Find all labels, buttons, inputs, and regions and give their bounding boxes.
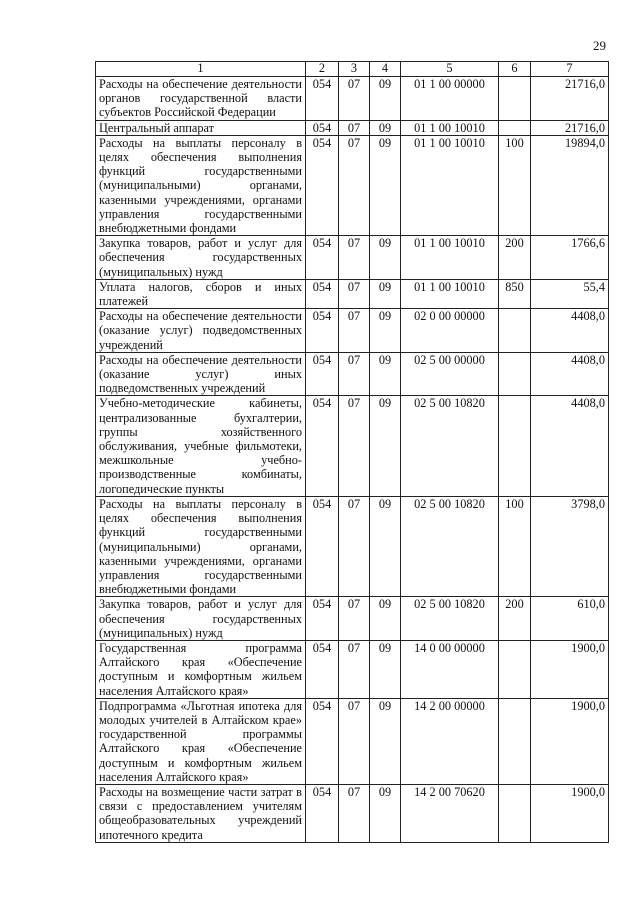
expense-type-cell	[499, 77, 531, 121]
admin-code-cell: 054	[306, 279, 339, 308]
row-name-cell: Государственная программа Алтайского края «Обеспечение доступным и комфортным жильем населения Алтайского края»	[96, 640, 306, 698]
target-article-cell: 14 2 00 70620	[401, 784, 499, 842]
row-name-cell: Уплата налогов, сборов и иных платежей	[96, 279, 306, 308]
row-name-cell: Расходы на выплаты персоналу в целях обеспечения выполнения функций государственными (муниципальными) органами, казенными учреждениями, органами управления государственными внебюджетными фондами	[96, 135, 306, 235]
column-header: 3	[339, 62, 370, 77]
section-cell: 07	[339, 77, 370, 121]
subsection-cell: 09	[370, 698, 401, 784]
table-row	[96, 279, 609, 308]
column-header: 5	[401, 62, 499, 77]
expense-type-cell: 850	[499, 279, 531, 308]
expense-type-cell: 100	[499, 496, 531, 596]
row-name-cell: Расходы на обеспечение деятельности органов государственной власти субъектов Российской Федерации	[96, 77, 306, 121]
section-cell: 07	[339, 396, 370, 496]
table-row	[96, 496, 609, 596]
subsection-cell: 09	[370, 784, 401, 842]
target-article-cell: 02 0 00 00000	[401, 309, 499, 353]
budget-table	[95, 61, 609, 843]
column-header: 2	[306, 62, 339, 77]
admin-code-cell: 054	[306, 597, 339, 641]
row-name-cell: Расходы на обеспечение деятельности (оказание услуг) иных подведомственных учреждений	[96, 352, 306, 396]
table-row	[96, 597, 609, 641]
column-header: 1	[96, 62, 306, 77]
amount-cell: 21716,0	[531, 120, 609, 135]
admin-code-cell: 054	[306, 784, 339, 842]
admin-code-cell: 054	[306, 352, 339, 396]
subsection-cell: 09	[370, 352, 401, 396]
subsection-cell: 09	[370, 236, 401, 280]
table-header-row	[96, 62, 609, 77]
expense-type-cell: 200	[499, 597, 531, 641]
expense-type-cell: 200	[499, 236, 531, 280]
table-row	[96, 77, 609, 121]
admin-code-cell: 054	[306, 236, 339, 280]
expense-type-cell	[499, 640, 531, 698]
table-row	[96, 309, 609, 353]
subsection-cell: 09	[370, 396, 401, 496]
amount-cell: 610,0	[531, 597, 609, 641]
column-header: 4	[370, 62, 401, 77]
section-cell: 07	[339, 236, 370, 280]
table-row	[96, 352, 609, 396]
admin-code-cell: 054	[306, 135, 339, 235]
section-cell: 07	[339, 496, 370, 596]
table-row	[96, 120, 609, 135]
amount-cell: 3798,0	[531, 496, 609, 596]
table-row	[96, 236, 609, 280]
admin-code-cell: 054	[306, 698, 339, 784]
subsection-cell: 09	[370, 640, 401, 698]
section-cell: 07	[339, 597, 370, 641]
row-name-cell: Расходы на возмещение части затрат в связи с предоставлением учителям общеобразовательных учреждений ипотечного кредита	[96, 784, 306, 842]
section-cell: 07	[339, 698, 370, 784]
table-row	[96, 396, 609, 496]
amount-cell: 19894,0	[531, 135, 609, 235]
target-article-cell: 01 1 00 10010	[401, 236, 499, 280]
amount-cell: 1900,0	[531, 640, 609, 698]
section-cell: 07	[339, 784, 370, 842]
admin-code-cell: 054	[306, 396, 339, 496]
amount-cell: 4408,0	[531, 309, 609, 353]
amount-cell: 55,4	[531, 279, 609, 308]
column-header: 7	[531, 62, 609, 77]
expense-type-cell	[499, 120, 531, 135]
subsection-cell: 09	[370, 496, 401, 596]
row-name-cell: Учебно-методические кабинеты, централизованные бухгалтерии, группы хозяйственного обслуживания, учебные фильмотеки, межшкольные учебно-производственные комбинаты, логопедические пункты	[96, 396, 306, 496]
subsection-cell: 09	[370, 597, 401, 641]
section-cell: 07	[339, 279, 370, 308]
target-article-cell: 02 5 00 00000	[401, 352, 499, 396]
table-row	[96, 784, 609, 842]
expense-type-cell	[499, 698, 531, 784]
row-name-cell: Расходы на выплаты персоналу в целях обеспечения выполнения функций государственными (муниципальными) органами, казенными учреждениями, органами управления государственными внебюджетными фондами	[96, 496, 306, 596]
target-article-cell: 02 5 00 10820	[401, 496, 499, 596]
amount-cell: 1900,0	[531, 698, 609, 784]
admin-code-cell: 054	[306, 309, 339, 353]
column-header: 6	[499, 62, 531, 77]
row-name-cell: Подпрограмма «Льготная ипотека для молодых учителей в Алтайском крае» государственной программы Алтайского края «Обеспечение доступным и комфортным жильем населения Алтайского края»	[96, 698, 306, 784]
amount-cell: 4408,0	[531, 396, 609, 496]
amount-cell: 1766,6	[531, 236, 609, 280]
subsection-cell: 09	[370, 135, 401, 235]
expense-type-cell: 100	[499, 135, 531, 235]
admin-code-cell: 054	[306, 640, 339, 698]
target-article-cell: 01 1 00 00000	[401, 77, 499, 121]
table-row	[96, 640, 609, 698]
subsection-cell: 09	[370, 77, 401, 121]
expense-type-cell	[499, 352, 531, 396]
amount-cell: 4408,0	[531, 352, 609, 396]
target-article-cell: 14 2 00 00000	[401, 698, 499, 784]
row-name-cell: Центральный аппарат	[96, 120, 306, 135]
row-name-cell: Закупка товаров, работ и услуг для обеспечения государственных (муниципальных) нужд	[96, 597, 306, 641]
table-row	[96, 135, 609, 235]
target-article-cell: 01 1 00 10010	[401, 120, 499, 135]
admin-code-cell: 054	[306, 120, 339, 135]
target-article-cell: 02 5 00 10820	[401, 597, 499, 641]
subsection-cell: 09	[370, 120, 401, 135]
subsection-cell: 09	[370, 279, 401, 308]
subsection-cell: 09	[370, 309, 401, 353]
expense-type-cell	[499, 396, 531, 496]
section-cell: 07	[339, 640, 370, 698]
section-cell: 07	[339, 309, 370, 353]
target-article-cell: 14 0 00 00000	[401, 640, 499, 698]
target-article-cell: 01 1 00 10010	[401, 279, 499, 308]
page-number: 29	[593, 38, 606, 53]
row-name-cell: Закупка товаров, работ и услуг для обеспечения государственных (муниципальных) нужд	[96, 236, 306, 280]
expense-type-cell	[499, 309, 531, 353]
expense-type-cell	[499, 784, 531, 842]
target-article-cell: 02 5 00 10820	[401, 396, 499, 496]
table-row	[96, 698, 609, 784]
section-cell: 07	[339, 120, 370, 135]
admin-code-cell: 054	[306, 77, 339, 121]
amount-cell: 21716,0	[531, 77, 609, 121]
amount-cell: 1900,0	[531, 784, 609, 842]
section-cell: 07	[339, 352, 370, 396]
row-name-cell: Расходы на обеспечение деятельности (оказание услуг) подведомственных учреждений	[96, 309, 306, 353]
section-cell: 07	[339, 135, 370, 235]
target-article-cell: 01 1 00 10010	[401, 135, 499, 235]
admin-code-cell: 054	[306, 496, 339, 596]
